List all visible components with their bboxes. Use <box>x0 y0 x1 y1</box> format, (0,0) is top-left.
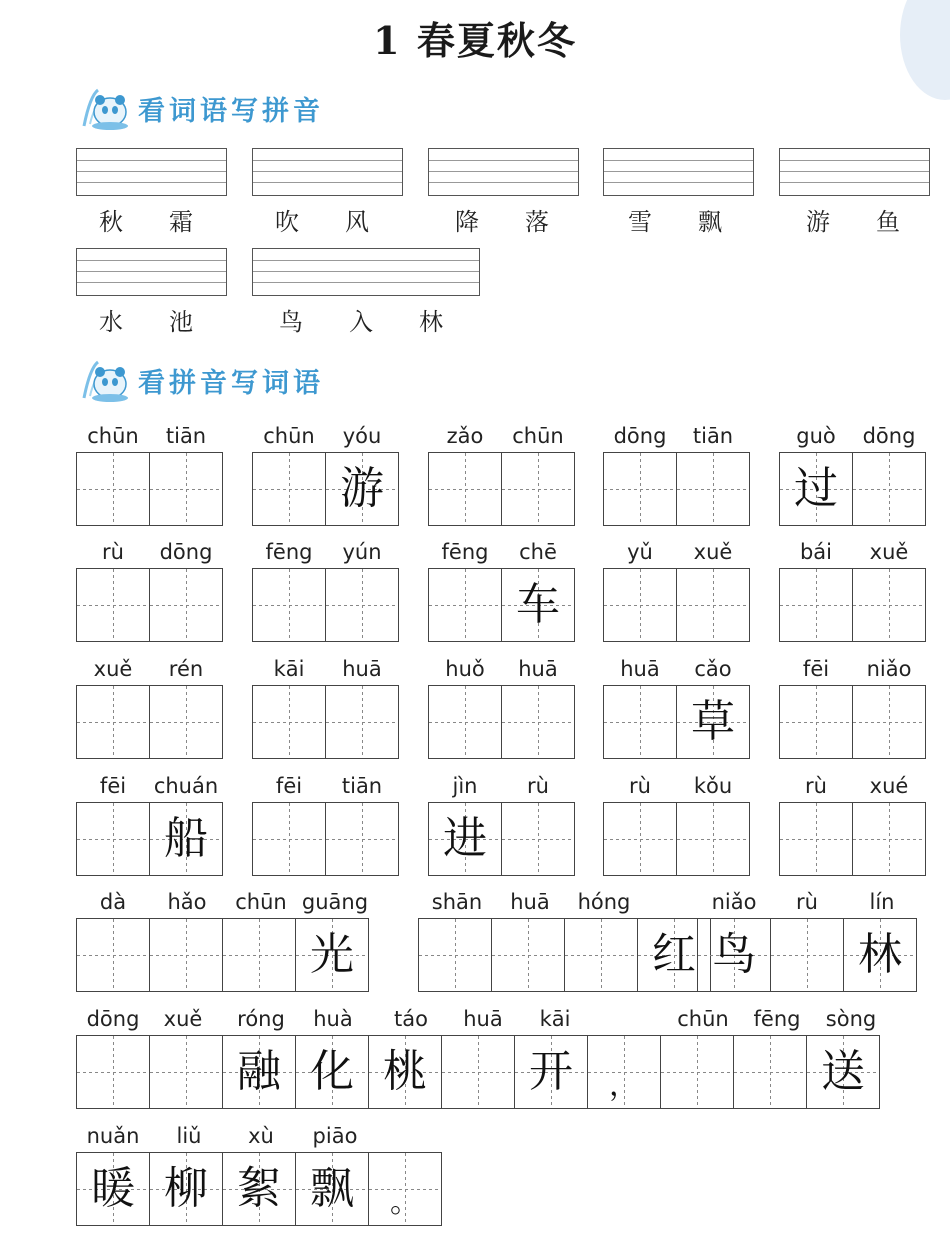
pinyin-syllable: fēi <box>275 774 303 798</box>
pinyin-answer-box[interactable] <box>779 148 930 196</box>
section-label: 看词语写拼音 <box>138 95 324 127</box>
pinyin-syllable: yǔ <box>627 540 653 564</box>
character-cell[interactable] <box>603 685 677 759</box>
pinyin-syllable: huā <box>510 890 550 914</box>
pinyin-syllable: xù <box>248 1124 274 1148</box>
vocab-word: 游 鱼 <box>806 208 900 236</box>
pinyin-syllable: fēi <box>802 657 830 681</box>
character-cell[interactable] <box>252 802 326 876</box>
pinyin-syllable: jìn <box>452 774 478 798</box>
character-cell[interactable]: 送 <box>806 1035 880 1109</box>
character-cell[interactable]: 草 <box>676 685 750 759</box>
pinyin-syllable: hóng <box>577 890 631 914</box>
character-cell[interactable] <box>676 568 750 642</box>
character-cell[interactable] <box>676 802 750 876</box>
pinyin-syllable: zǎo <box>446 424 484 448</box>
vocab-word: 吹 风 <box>275 208 369 236</box>
character-cell[interactable] <box>149 1035 223 1109</box>
section-heading-look-pinyin-write-words <box>80 358 324 402</box>
tianzige-grid <box>428 685 575 759</box>
pinyin-syllable: rù <box>796 890 818 914</box>
pinyin-syllable: kǒu <box>693 774 733 798</box>
character-cell[interactable] <box>852 685 926 759</box>
character-cell[interactable]: 柳 <box>149 1152 223 1226</box>
character-cell[interactable] <box>252 452 326 526</box>
tianzige-grid <box>603 685 750 759</box>
character-cell[interactable] <box>852 452 926 526</box>
pinyin-syllable: chūn <box>87 424 139 448</box>
tianzige-grid <box>252 452 399 526</box>
pinyin-syllable: huā <box>342 657 382 681</box>
pinyin-answer-box[interactable] <box>76 248 227 296</box>
tianzige-grid <box>779 568 926 642</box>
tianzige-grid <box>779 802 926 876</box>
character-cell[interactable] <box>501 685 575 759</box>
pinyin-syllable: liǔ <box>176 1124 202 1148</box>
character-cell[interactable] <box>76 802 150 876</box>
tianzige-grid <box>603 802 750 876</box>
pinyin-syllable: huā <box>463 1007 503 1031</box>
character-cell[interactable] <box>660 1035 734 1109</box>
character-cell[interactable]: 游 <box>325 452 399 526</box>
vocab-word: 鸟 入 林 <box>279 308 443 336</box>
pinyin-syllable: kāi <box>539 1007 571 1031</box>
character-cell[interactable] <box>676 452 750 526</box>
character-cell[interactable]: 暖 <box>76 1152 150 1226</box>
character-cell[interactable] <box>418 918 492 992</box>
character-cell[interactable] <box>733 1035 807 1109</box>
pinyin-syllable: cǎo <box>694 657 732 681</box>
character-cell[interactable] <box>149 918 223 992</box>
character-cell[interactable] <box>428 452 502 526</box>
pinyin-syllable: chūn <box>235 890 287 914</box>
panda-bamboo-icon <box>80 358 132 402</box>
pinyin-syllable: tiān <box>165 424 207 448</box>
character-cell[interactable] <box>149 685 223 759</box>
pinyin-syllable: niǎo <box>866 657 912 681</box>
tianzige-grid <box>428 452 575 526</box>
character-cell[interactable] <box>252 685 326 759</box>
pinyin-syllable: sòng <box>825 1007 877 1031</box>
character-cell[interactable]: 飘 <box>295 1152 369 1226</box>
tianzige-grid <box>428 802 575 876</box>
character-cell[interactable] <box>852 802 926 876</box>
character-cell[interactable] <box>222 918 296 992</box>
character-cell[interactable] <box>441 1035 515 1109</box>
pinyin-syllable: táo <box>394 1007 428 1031</box>
tianzige-grid <box>603 452 750 526</box>
pinyin-syllable: tiān <box>692 424 734 448</box>
pinyin-syllable: yóu <box>342 424 382 448</box>
tianzige-grid <box>76 1152 442 1226</box>
pinyin-syllable: rù <box>629 774 651 798</box>
tianzige-grid <box>76 568 223 642</box>
pinyin-syllable: kāi <box>273 657 305 681</box>
character-cell[interactable] <box>779 802 853 876</box>
character-cell[interactable]: 光 <box>295 918 369 992</box>
pinyin-syllable: fēng <box>753 1007 801 1031</box>
character-cell[interactable] <box>76 1035 150 1109</box>
section-label: 看拼音写词语 <box>138 367 324 399</box>
pinyin-answer-box[interactable] <box>428 148 579 196</box>
character-cell[interactable] <box>428 685 502 759</box>
character-cell[interactable]: 过 <box>779 452 853 526</box>
tianzige-grid <box>76 452 223 526</box>
character-cell[interactable] <box>149 452 223 526</box>
character-cell[interactable] <box>325 685 399 759</box>
pinyin-syllable: huǒ <box>445 657 485 681</box>
pinyin-syllable: chūn <box>677 1007 729 1031</box>
pinyin-answer-box[interactable] <box>252 148 403 196</box>
character-cell[interactable]: 。 <box>368 1152 442 1226</box>
character-cell[interactable]: 车 <box>501 568 575 642</box>
tianzige-grid <box>76 1035 880 1109</box>
vocab-word: 降 落 <box>455 208 549 236</box>
pinyin-syllable: huà <box>313 1007 353 1031</box>
tianzige-grid <box>603 568 750 642</box>
pinyin-syllable: rén <box>168 657 204 681</box>
pinyin-syllable: hǎo <box>167 890 207 914</box>
pinyin-syllable: dōng <box>86 1007 140 1031</box>
pinyin-answer-box[interactable] <box>252 248 480 296</box>
pinyin-syllable: huā <box>518 657 558 681</box>
pinyin-syllable: rù <box>102 540 124 564</box>
character-cell[interactable] <box>852 568 926 642</box>
pinyin-syllable: chuán <box>153 774 219 798</box>
tianzige-grid <box>252 568 399 642</box>
pinyin-syllable: piāo <box>312 1124 358 1148</box>
pinyin-syllable: bái <box>799 540 833 564</box>
character-cell[interactable] <box>501 802 575 876</box>
panda-bamboo-icon <box>80 86 132 130</box>
character-cell[interactable] <box>779 568 853 642</box>
pinyin-syllable: huā <box>620 657 660 681</box>
character-cell[interactable]: 林 <box>843 918 917 992</box>
pinyin-syllable: xuě <box>93 657 133 681</box>
tianzige-grid <box>418 918 711 992</box>
pinyin-syllable: dōng <box>159 540 213 564</box>
character-cell[interactable]: 进 <box>428 802 502 876</box>
pinyin-syllable: xuě <box>693 540 733 564</box>
character-cell[interactable]: 化 <box>295 1035 369 1109</box>
vocab-word: 水 池 <box>99 308 193 336</box>
tianzige-grid <box>76 802 223 876</box>
character-cell[interactable] <box>603 568 677 642</box>
pinyin-syllable: guāng <box>301 890 369 914</box>
tianzige-grid <box>428 568 575 642</box>
tianzige-grid <box>252 802 399 876</box>
character-cell[interactable] <box>76 918 150 992</box>
pinyin-syllable: chē <box>519 540 557 564</box>
character-cell[interactable] <box>149 568 223 642</box>
character-cell[interactable] <box>491 918 565 992</box>
tianzige-grid <box>76 685 223 759</box>
pinyin-syllable: róng <box>237 1007 285 1031</box>
tianzige-grid <box>76 918 369 992</box>
character-cell[interactable] <box>325 568 399 642</box>
character-cell[interactable]: 红 <box>637 918 711 992</box>
pinyin-syllable: chūn <box>263 424 315 448</box>
pinyin-syllable: xuě <box>869 540 909 564</box>
pinyin-syllable: tiān <box>341 774 383 798</box>
character-cell[interactable] <box>325 802 399 876</box>
pinyin-syllable: fēng <box>265 540 313 564</box>
pinyin-syllable: xuě <box>163 1007 203 1031</box>
pinyin-syllable: guò <box>796 424 836 448</box>
character-cell[interactable]: ， <box>587 1035 661 1109</box>
pinyin-syllable: xué <box>869 774 909 798</box>
vocab-word: 秋 霜 <box>99 208 193 236</box>
character-cell[interactable] <box>501 452 575 526</box>
pinyin-answer-box[interactable] <box>603 148 754 196</box>
pinyin-syllable: dōng <box>862 424 916 448</box>
character-cell[interactable] <box>76 568 150 642</box>
pinyin-syllable: fēi <box>99 774 127 798</box>
character-cell[interactable]: 鸟 <box>697 918 771 992</box>
character-cell[interactable] <box>603 802 677 876</box>
tianzige-grid <box>697 918 917 992</box>
character-cell[interactable] <box>564 918 638 992</box>
tianzige-grid <box>779 685 926 759</box>
vocab-word: 雪 飘 <box>628 208 722 236</box>
pinyin-syllable: rù <box>805 774 827 798</box>
pinyin-answer-box[interactable] <box>76 148 227 196</box>
pinyin-syllable: yún <box>342 540 382 564</box>
tianzige-grid <box>779 452 926 526</box>
character-cell[interactable] <box>76 452 150 526</box>
character-cell[interactable] <box>770 918 844 992</box>
section-heading-look-words-write-pinyin <box>80 86 324 130</box>
pinyin-syllable: niǎo <box>711 890 757 914</box>
character-cell[interactable] <box>76 685 150 759</box>
pinyin-syllable: dōng <box>613 424 667 448</box>
character-cell[interactable]: 桃 <box>368 1035 442 1109</box>
pinyin-syllable: rù <box>527 774 549 798</box>
character-cell[interactable] <box>428 568 502 642</box>
character-cell[interactable]: 融 <box>222 1035 296 1109</box>
pinyin-syllable: shān <box>431 890 483 914</box>
pinyin-syllable: dà <box>99 890 127 914</box>
tianzige-grid <box>252 685 399 759</box>
pinyin-syllable: fēng <box>441 540 489 564</box>
character-cell[interactable]: 絮 <box>222 1152 296 1226</box>
page-title: 1 春夏秋冬 <box>373 18 577 63</box>
pinyin-syllable: chūn <box>512 424 564 448</box>
character-cell[interactable] <box>252 568 326 642</box>
character-cell[interactable] <box>603 452 677 526</box>
character-cell[interactable] <box>779 685 853 759</box>
character-cell[interactable]: 开 <box>514 1035 588 1109</box>
character-cell[interactable]: 船 <box>149 802 223 876</box>
pinyin-syllable: lín <box>869 890 895 914</box>
pinyin-syllable: nuǎn <box>86 1124 140 1148</box>
